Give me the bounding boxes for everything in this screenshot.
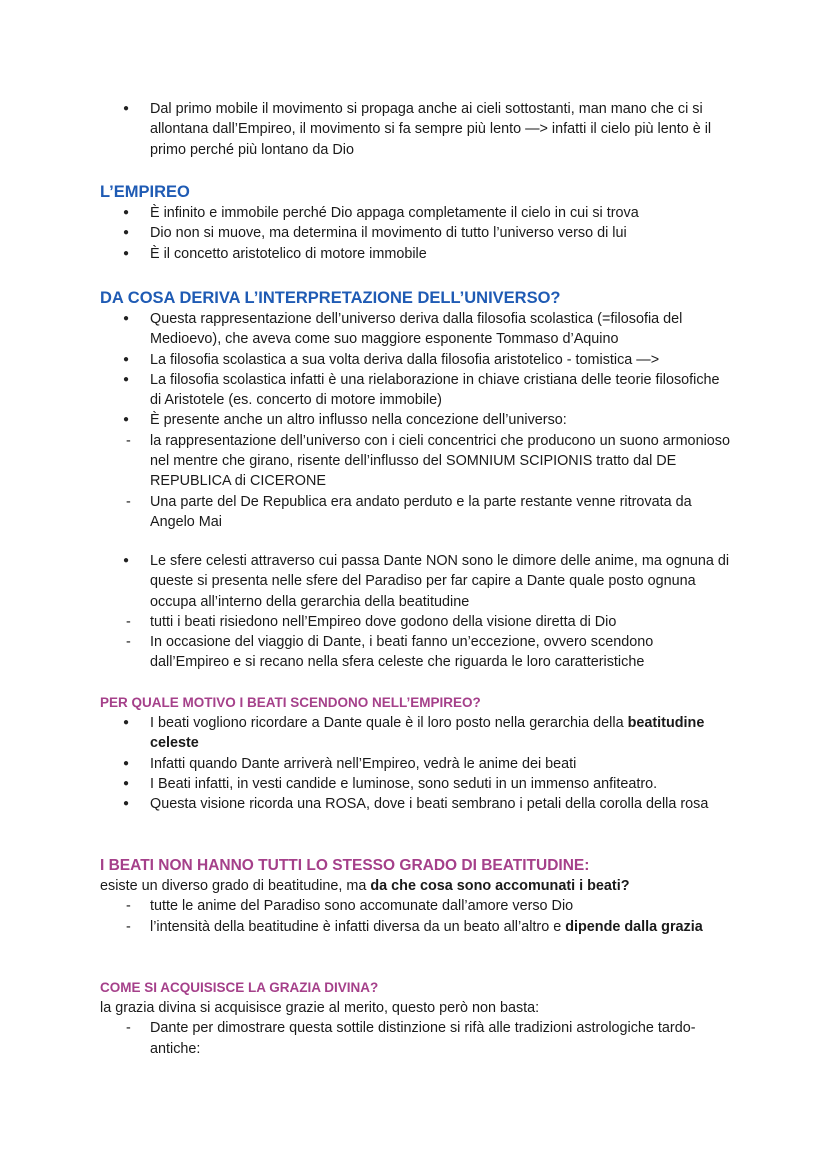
list-item: ● È presente anche un altro influsso nella concezione dell’universo: (0, 410, 828, 430)
item-bold-text: beatitudine celeste (150, 715, 705, 752)
list-item: ● Dio non si muove, ma determina il movimento di tutto l’universo verso di lui (0, 223, 828, 243)
section-heading: L’EMPIREO (100, 183, 190, 201)
empireo-list (0, 203, 828, 264)
list-item: ● La filosofia scolastica infatti è una rielaborazione in chiave cristiana delle teorie filosofiche di Aristotele (es. concerto di motore immobile) (0, 370, 828, 411)
sfere-section (0, 551, 828, 673)
item-text: l’intensità della beatitudine è infatti diversa da un beato all’altro e (150, 918, 566, 935)
list-item: ● È il concetto aristotelico di motore immobile (0, 244, 828, 264)
grazia-section (0, 978, 828, 1059)
list-item: ● I Beati infatti, in vesti candide e luminose, sono seduti in un immenso anfiteatro. (0, 774, 828, 794)
list-item: - Una parte del De Republica era andato perduto e la parte restante venne ritrovata da Angelo Mai (0, 492, 828, 533)
list-item: ● Dal primo mobile il movimento si propaga anche ai cieli sottostanti, man mano che ci si allontana dall’Empireo, il movimento si fa sempre più lento —> infatti il cielo più lento è il primo perché più lontano da Dio (0, 99, 828, 160)
section-heading: I BEATI NON HANNO TUTTI LO STESSO GRADO DI BEATITUDINE: (100, 857, 590, 874)
empireo-section (0, 181, 828, 264)
list-item: - tutte le anime del Paradiso sono accomunate dall’amore verso Dio (0, 896, 828, 916)
sfere-list (0, 551, 828, 612)
list-item: - Dante per dimostrare questa sottile distinzione si rifà alle tradizioni astrologiche tardo-antiche: (0, 1018, 828, 1059)
section-heading: DA COSA DERIVA L’INTERPRETAZIONE DELL’UNIVERSO? (100, 289, 561, 307)
section-heading: PER QUALE MOTIVO I BEATI SCENDONO NELL’EMPIREO? (100, 695, 481, 710)
list-item (0, 713, 828, 754)
item-text: I beati vogliono ricordare a Dante quale è il loro posto nella gerarchia della (150, 715, 628, 731)
sfere-dash-list (0, 612, 828, 673)
list-item: ● Questa rappresentazione dell’universo deriva dalla filosofia scolastica (=filosofia del Medioevo), che aveva come suo maggiore esponente Tommaso d’Aquino (0, 309, 828, 350)
list-item: - In occasione del viaggio di Dante, i beati fanno un’eccezione, ovvero scendono dall’Empireo e si recano nella sfera celeste che riguarda le loro caratteristiche (0, 632, 828, 673)
grado-dash-list (0, 896, 828, 937)
list-item: - la rappresentazione dell’universo con i cieli concentrici che producono un suono armonioso nel mentre che girano, risente dell’influsso del SOMNIUM SCIPIONIS tratto dal DE REPUBLICA di CICERONE (0, 431, 828, 492)
interpretazione-list (0, 309, 828, 431)
section-heading: COME SI ACQUISISCE LA GRAZIA DIVINA? (100, 980, 379, 995)
list-item: ● Infatti quando Dante arriverà nell’Empireo, vedrà le anime dei beati (0, 754, 828, 774)
interpretazione-section (0, 287, 828, 532)
list-item: ● È infinito e immobile perché Dio appaga completamente il cielo in cui si trova (0, 203, 828, 223)
interpretazione-dash-list (0, 431, 828, 532)
list-item: ● La filosofia scolastica a sua volta deriva dalla filosofia aristotelico - tomistica —> (0, 350, 828, 370)
intro-list (0, 99, 828, 160)
paragraph (0, 876, 828, 896)
paragraph: la grazia divina si acquisisce grazie al merito, questo però non basta: (100, 1000, 540, 1016)
list-item: ● Questa visione ricorda una ROSA, dove i beati sembrano i petali della corolla della rosa (0, 794, 828, 814)
grado-section (0, 856, 828, 937)
list-item: ● Le sfere celesti attraverso cui passa Dante NON sono le dimore delle anime, ma ognuna di queste si presenta nelle sfere del Paradiso per far capire a Dante quale posto ognuna occupa all’interno della gerarchia della beatitudine (0, 551, 828, 612)
motivo-section (0, 693, 828, 814)
item-bold-text: dipende dalla grazia (565, 918, 703, 935)
grazia-dash-list (0, 1018, 828, 1059)
motivo-list (0, 713, 828, 814)
list-item (0, 917, 828, 937)
intro-section (0, 99, 828, 160)
list-item: - tutti i beati risiedono nell’Empireo dove godono della visione diretta di Dio (0, 612, 828, 632)
paragraph-text: esiste un diverso grado di beatitudine, ma (100, 878, 371, 894)
paragraph-bold-text: da che cosa sono accomunati i beati? (370, 878, 630, 894)
